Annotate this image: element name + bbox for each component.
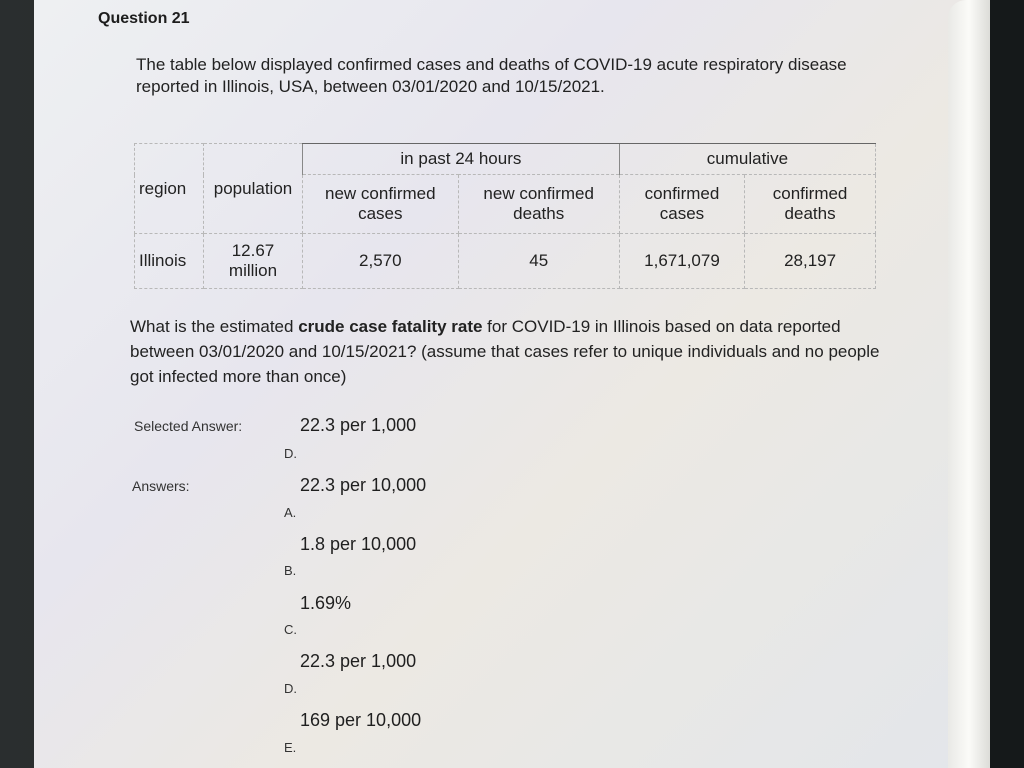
answer-letter-e: E. [284, 740, 297, 755]
table-row [135, 234, 876, 289]
cell-population: 12.67 million [204, 234, 303, 289]
answer-option-e: 169 per 10,000 [300, 710, 422, 730]
question-prompt: What is the estimated crude case fatality rate for COVID-19 in Illinois based on data reported between 03/01/2020 and 10/15/2021? (assume that cases refer to unique individuals and no people got infected more than once) [130, 317, 880, 386]
answer-letter-a: A. [284, 505, 297, 520]
answer-option-b: 1.8 per 10,000 [300, 534, 417, 554]
answer-option-d: 22.3 per 1,000 [300, 651, 417, 671]
cell-region: Illinois [135, 234, 204, 289]
answers-label: Answers: [132, 478, 190, 494]
cell-confirmed-cases: 1,671,079 [619, 234, 744, 289]
answer-option-a: 22.3 per 10,000 [300, 475, 427, 495]
question-title: Question 21 [98, 10, 190, 27]
answer-letter-d: D. [284, 681, 297, 696]
header-new-confirmed-cases: new confirmed cases [303, 175, 459, 234]
header-past-24-hours: in past 24 hours [303, 144, 620, 175]
header-population: population [204, 144, 303, 234]
answer-letter-c: C. [284, 622, 297, 637]
header-region: region [135, 144, 204, 234]
selected-answer-letter: D. [284, 446, 297, 461]
background-edge [990, 0, 1024, 768]
header-cumulative: cumulative [619, 144, 875, 175]
screen [34, 0, 970, 768]
answer-letter-b: B. [284, 563, 297, 578]
header-new-confirmed-deaths: new confirmed deaths [458, 175, 619, 234]
selected-answer-value: 22.3 per 1,000 [300, 415, 417, 435]
selected-answer-label: Selected Answer: [134, 418, 243, 434]
header-confirmed-deaths: confirmed deaths [745, 175, 876, 234]
stylus-pencil [948, 0, 990, 768]
answer-option-c: 1.69% [300, 593, 352, 613]
table-header-row [135, 144, 876, 175]
cell-confirmed-deaths: 28,197 [745, 234, 876, 289]
header-confirmed-cases: confirmed cases [619, 175, 744, 234]
question-intro: The table below displayed confirmed cases and deaths of COVID-19 acute respiratory disease reported in Illinois, USA, between 03/01/2020 and 10/15/2021. [136, 55, 847, 96]
cell-new-cases: 2,570 [303, 234, 459, 289]
covid-data-table [134, 143, 876, 289]
cell-new-deaths: 45 [458, 234, 619, 289]
